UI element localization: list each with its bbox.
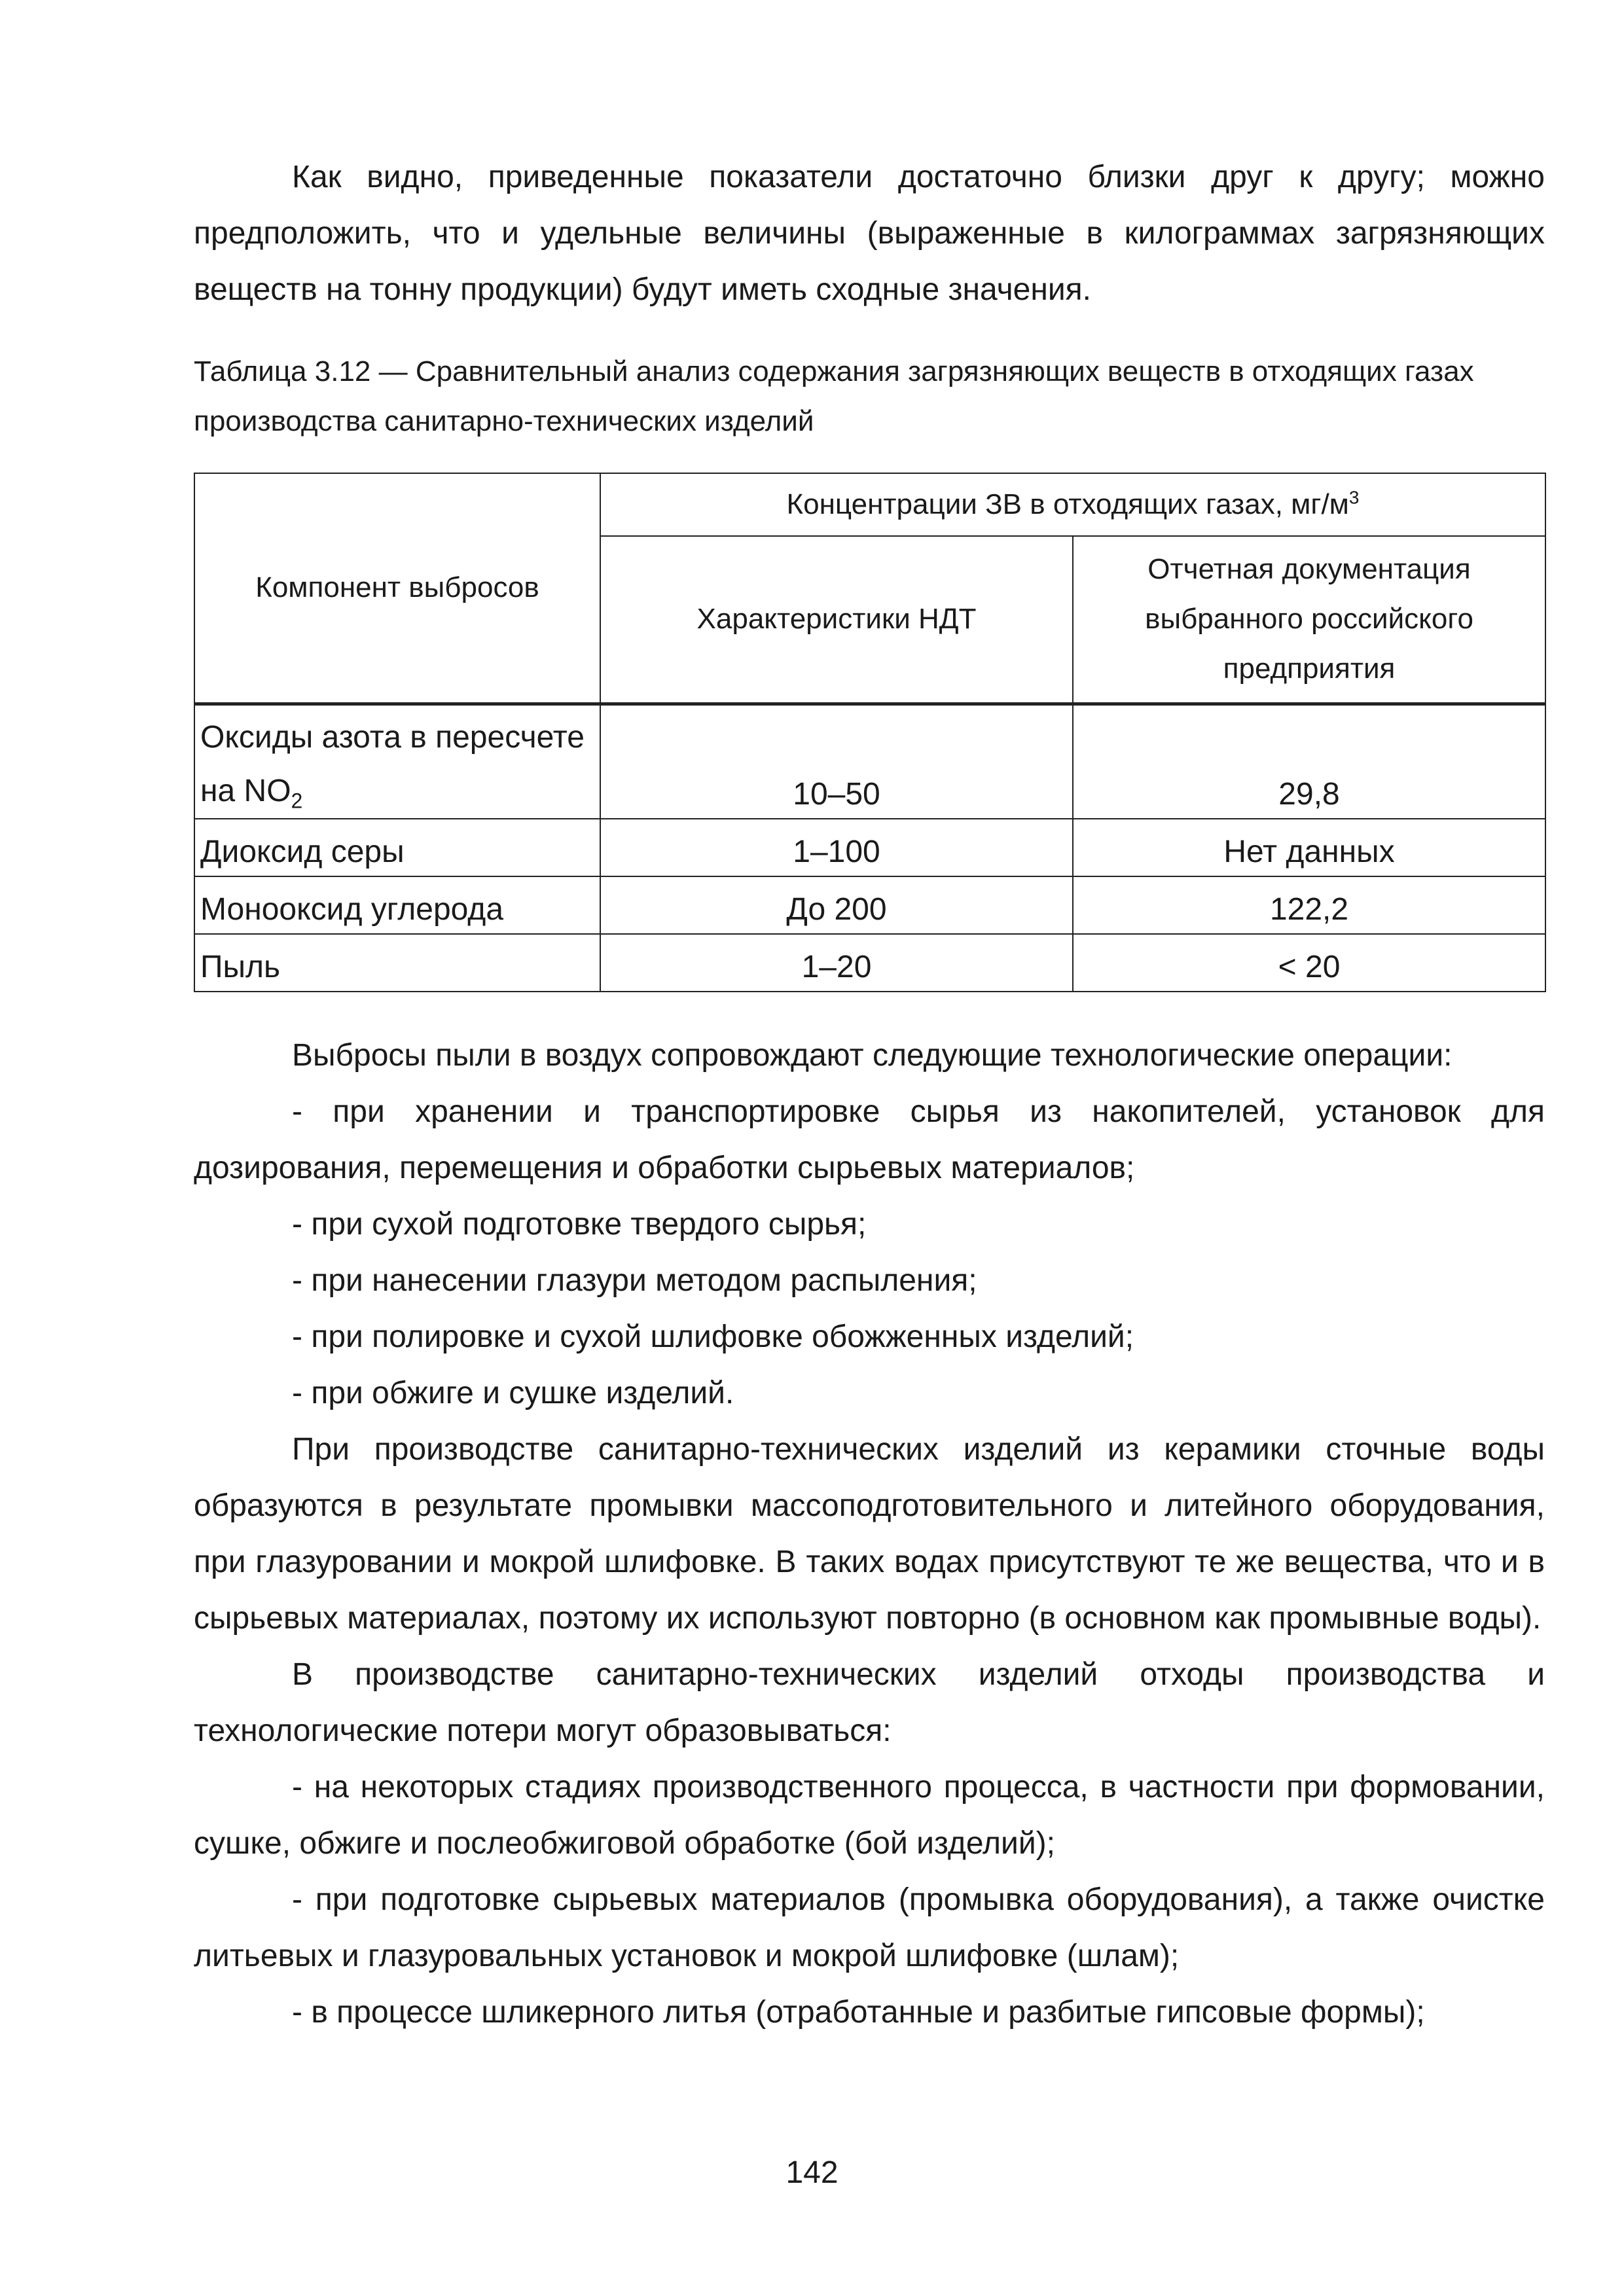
intro-section [194,149,1545,318]
row-component [194,819,600,876]
list-item: - на некоторых стадиях производственного процесса, в частности при формовании, сушке, обжиге и послеобжиговой обработке (бой изделий); [194,1770,1545,1861]
row-ndt [600,704,1073,819]
list-item: - при хранении и транспортировке сырья из накопителей, установок для дозирования, перемещения и обработки сырьевых материалов; [194,1094,1545,1185]
row-report [1073,876,1545,934]
row-component-text: Пыль [200,950,281,984]
header-report [1073,536,1545,704]
body-section [194,1028,1545,2041]
table-row [194,934,1545,992]
row-report-value: < 20 [1278,950,1341,984]
header-ndt [600,536,1073,704]
header-unit-exponent: 3 [1348,487,1360,508]
list-item: - при полировке и сухой шлифовке обожженных изделий; [292,1319,1134,1354]
row-report [1073,704,1545,819]
list-item: - в процессе шликерного литья (отработанные и разбитые гипсовые формы); [292,1995,1425,2030]
comparison-table [194,473,1546,992]
header-component [194,473,600,704]
row-ndt-value: 10–50 [793,777,880,812]
row-component [194,934,600,992]
list-item: - при подготовке сырьевых материалов (промывка оборудования), а также очистке литьевых и глазуровальных установок и мокрой шлифовке (шлам); [194,1882,1545,1973]
row-ndt-value: 1–100 [793,834,880,869]
row-ndt [600,934,1073,992]
page-number: 142 [785,2155,839,2190]
body-paragraph: При производстве санитарно-технических изделий из керамики сточные воды образуются в результате промывки массоподготовительного и литейного оборудования, при глазуровании и мокрой шлифовке. В таких водах присутствуют те же вещества, что и в сырьевых материалах, поэтому их используют повторно (в основном как промывные воды). [194,1432,1545,1636]
row-component [194,876,600,934]
row-ndt-value: 1–20 [801,950,872,984]
header-component-label: Компонент выбросов [255,571,539,604]
list-item: - при сухой подготовке твердого сырья; [292,1207,867,1242]
body-paragraph: В производстве санитарно-технических изделий отходы производства и технологические потери могут образовываться: [194,1657,1545,1748]
table-row [194,819,1545,876]
row-report [1073,934,1545,992]
table-header-row [194,473,1545,536]
header-ndt-label: Характеристики НДТ [696,603,977,636]
table-row [194,876,1545,934]
list-item: - при обжиге и сушке изделий. [292,1376,734,1410]
table-caption: Таблица 3.12 — Сравнительный анализ содержания загрязняющих веществ в отходящих газах производства санитарно-технических изделий [194,355,1474,437]
intro-paragraph: Как видно, приведенные показатели достаточно близки друг к другу; можно предположить, что и удельные величины (выраженные в килограммах загрязняющих веществ на тонну продукции) будут иметь сходные значения. [194,160,1545,307]
header-concentrations [600,473,1545,536]
row-component [194,704,600,819]
body-paragraph: Выбросы пыли в воздух сопровождают следующие технологические операции: [292,1038,1453,1073]
row-ndt-value: До 200 [786,892,887,927]
row-component-text: Оксиды азота в пересчете на NO [200,720,585,808]
row-component-text: Монооксид углерода [200,892,504,927]
row-report-value: 29,8 [1278,777,1340,812]
header-report-label: Отчетная документация выбранного российского предприятия [1145,553,1473,685]
table-caption-section [194,347,1545,446]
row-ndt [600,876,1073,934]
list-item: - при нанесении глазури методом распыления; [292,1263,977,1298]
row-component-text: Диоксид серы [200,834,405,869]
row-ndt [600,819,1073,876]
table-row [194,704,1545,819]
row-report-value: 122,2 [1269,892,1349,927]
row-report-value: Нет данных [1223,834,1395,869]
row-component-subscript: 2 [291,789,303,813]
row-report [1073,819,1545,876]
header-concentrations-label: Концентрации ЗВ в отходящих газах, мг/м [786,488,1349,520]
